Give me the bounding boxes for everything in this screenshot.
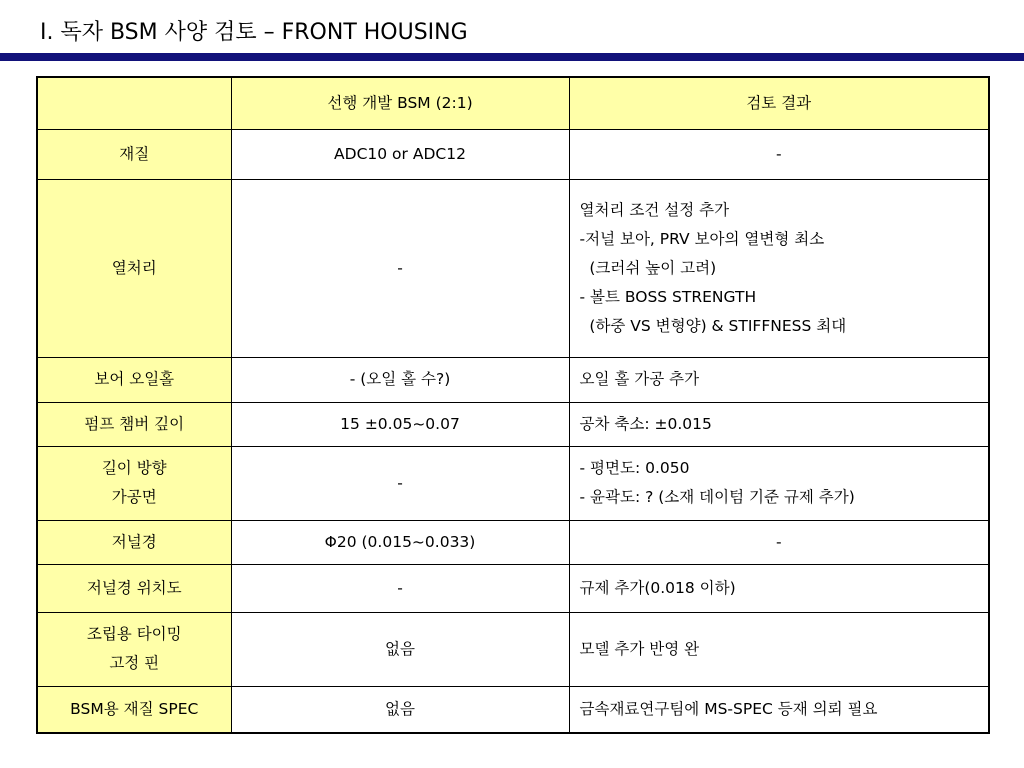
row-label-line: 보어 오일홀: [94, 370, 175, 388]
header-cell-blank: [37, 77, 231, 129]
review-result: [569, 129, 989, 179]
review-result-line: - 윤곽도: ? (소재 데이텀 기준 규제 추가): [579, 488, 855, 506]
row-label-line: BSM용 재질 SPEC: [70, 699, 199, 718]
review-result-line: 규제 추가(0.018 이하): [579, 578, 736, 597]
development-value-line: 없음: [385, 639, 415, 658]
row-label-line: 길이 방향: [101, 459, 167, 477]
table-row-material: [37, 129, 989, 179]
review-result: [569, 357, 989, 402]
review-result-line: 공차 축소: ±0.015: [579, 414, 712, 433]
row-label-line: 고정 핀: [109, 654, 160, 672]
development-value: [231, 402, 569, 446]
review-result: [569, 612, 989, 686]
review-result: [569, 446, 989, 520]
development-value-line: 없음: [385, 699, 415, 718]
header-cell-review: 검토 결과: [569, 77, 989, 129]
table-row-heat-treatment: [37, 179, 989, 357]
title-underline-bar: [0, 53, 1024, 61]
table-header-row: [37, 77, 989, 129]
development-value: [231, 686, 569, 733]
review-result-line: - 평면도: 0.050: [579, 459, 690, 477]
development-value-line: 15 ±0.05~0.07: [340, 414, 460, 433]
row-label: [37, 564, 231, 612]
review-result: [569, 402, 989, 446]
development-value-line: ADC10 or ADC12: [334, 144, 466, 163]
row-label: [37, 357, 231, 402]
row-label-line: 펌프 챔버 깊이: [84, 414, 185, 433]
review-result: [569, 520, 989, 564]
development-value: [231, 520, 569, 564]
row-label: [37, 612, 231, 686]
table-row-journal-position: [37, 564, 989, 612]
development-value-line: Φ20 (0.015~0.033): [324, 532, 476, 551]
review-result-line: 금속재료연구팀에 MS-SPEC 등재 의뢰 필요: [579, 699, 878, 718]
table-row-material-spec: [37, 686, 989, 733]
row-label-line: 재질: [119, 144, 150, 163]
spec-review-table: [36, 76, 990, 734]
review-result: [569, 564, 989, 612]
header-cell-development: 선행 개발 BSM (2:1): [231, 77, 569, 129]
review-result-line: (하중 VS 변형양) & STIFFNESS 최대: [579, 316, 847, 335]
row-label-line: 저널경 위치도: [86, 578, 182, 597]
review-result-line: -저널 보아, PRV 보아의 열변형 최소: [579, 229, 825, 248]
review-result: [569, 179, 989, 357]
development-value-line: -: [397, 258, 403, 277]
row-label: [37, 179, 231, 357]
row-label: [37, 129, 231, 179]
table-row-journal-diameter: [37, 520, 989, 564]
development-value-line: -: [397, 473, 403, 492]
development-value: [231, 612, 569, 686]
review-result-line: - 볼트 BOSS STRENGTH: [579, 287, 757, 306]
table-row-timing-pin: [37, 612, 989, 686]
table-row-bore-oil-hole: [37, 357, 989, 402]
review-result-line: -: [775, 532, 782, 551]
row-label: [37, 686, 231, 733]
page-title: Ⅰ. 독자 BSM 사양 검토 – FRONT HOUSING: [40, 20, 468, 45]
review-result-line: 모델 추가 반영 완: [579, 639, 700, 658]
table-row-length-machining-face: [37, 446, 989, 520]
development-value: [231, 446, 569, 520]
row-label-line: 열처리: [111, 258, 157, 277]
review-result-line: (크러쉬 높이 고려): [579, 258, 717, 277]
row-label: [37, 402, 231, 446]
development-value-line: -: [397, 578, 403, 597]
row-label-line: 저널경: [111, 532, 157, 551]
review-result: [569, 686, 989, 733]
development-value-line: - (오일 홀 수?): [349, 370, 451, 388]
review-result-line: 오일 홀 가공 추가: [579, 370, 700, 388]
row-label-line: 조립용 타이밍: [86, 625, 182, 643]
development-value: [231, 129, 569, 179]
review-result-line: 열처리 조건 설정 추가: [579, 200, 730, 219]
review-result-line: -: [775, 144, 782, 163]
development-value: [231, 564, 569, 612]
row-label: [37, 520, 231, 564]
development-value: [231, 179, 569, 357]
development-value: [231, 357, 569, 402]
row-label-line: 가공면: [111, 488, 157, 506]
table-row-pump-chamber-depth: [37, 402, 989, 446]
row-label: [37, 446, 231, 520]
